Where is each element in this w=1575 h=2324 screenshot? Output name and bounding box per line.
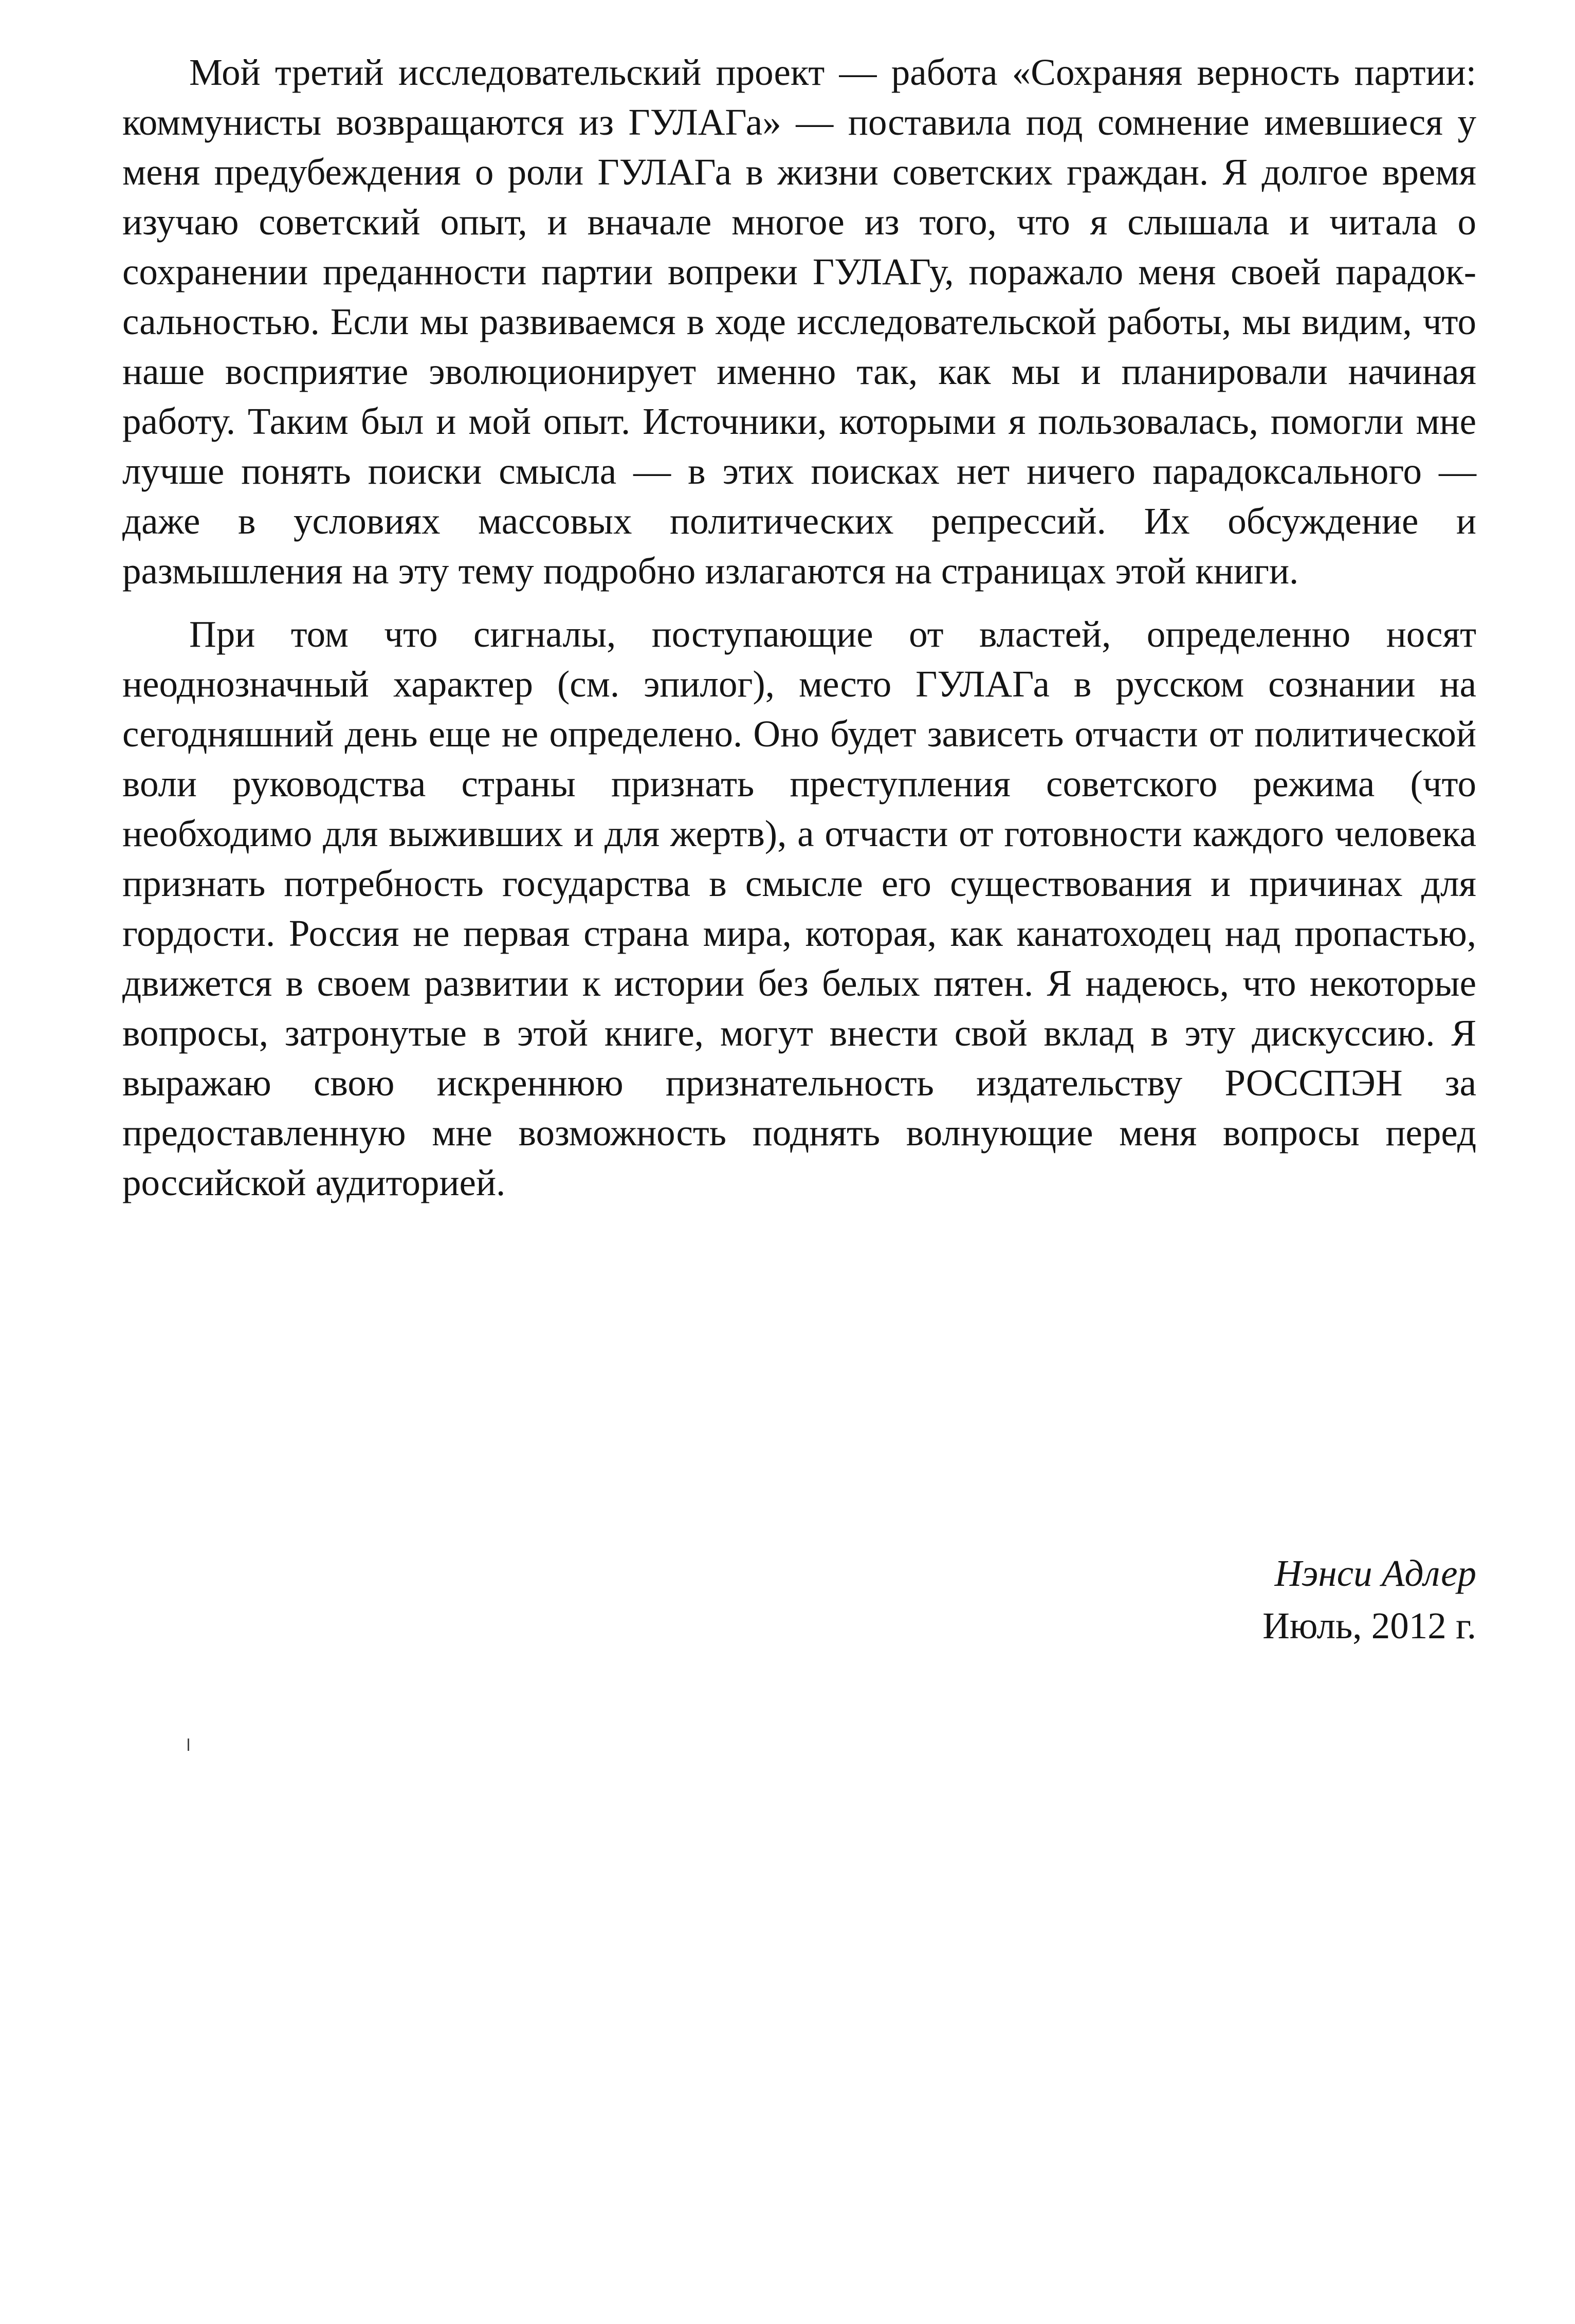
body-text — [122, 47, 1476, 1207]
signature-author: Нэнси Адлер — [1274, 1552, 1476, 1594]
scan-artifact-mark — [188, 1739, 189, 1751]
signature-date: Июль, 2012 г. — [1262, 1605, 1476, 1646]
paragraph-1: Мой третий исследовательский проект — работа «Сохраняя верность партии: коммунисты возвращаются из ГУЛАГа» — поставила под сомнение имевшиеся у меня предубеждения о роли ГУЛАГа в жизни советских граждан. Я долгое время изучаю советский опыт, и вначале многое из того, что я слышала и читала о сохранении преданности партии вопреки ГУЛАГу, поражало меня своей парадоксальностью. Если мы развиваемся в ходе исследовательской работы, мы видим, что наше восприятие эволюционирует именно так, как мы и планировали начиная работу. Таким был и мой опыт. Источники, которыми я пользовалась, помогли мне лучше понять поиски смысла — в этих поисках нет ничего парадоксального — даже в условиях массовых политических репрессий. Их обсуждение и размышления на эту тему подробно излагаются на страницах этой книги. — [122, 51, 1476, 592]
paragraph-2: При том что сигналы, поступающие от властей, определенно носят неоднозначный характер (см. эпилог), место ГУЛАГа в русском сознании на сегодняшний день еще не определено. Оно будет зависеть отчасти от политической воли руководства страны признать преступления советского режима (что необходимо для выживших и для жертв), а отчасти от готовности каждого человека признать потребность государства в смысле его существования и причинах для гордости. Россия не первая страна мира, которая, как канатоходец над пропастью, движется в своем развитии к истории без белых пятен. Я надеюсь, что некоторые вопросы, затронутые в этой книге, могут внести свой вклад в эту дискуссию. Я выражаю свою искреннюю признательность издательству РОССПЭН за предоставленную мне возможность поднять волнующие меня вопросы перед российской аудиторией. — [122, 613, 1476, 1203]
signature-block — [1262, 1547, 1476, 1652]
